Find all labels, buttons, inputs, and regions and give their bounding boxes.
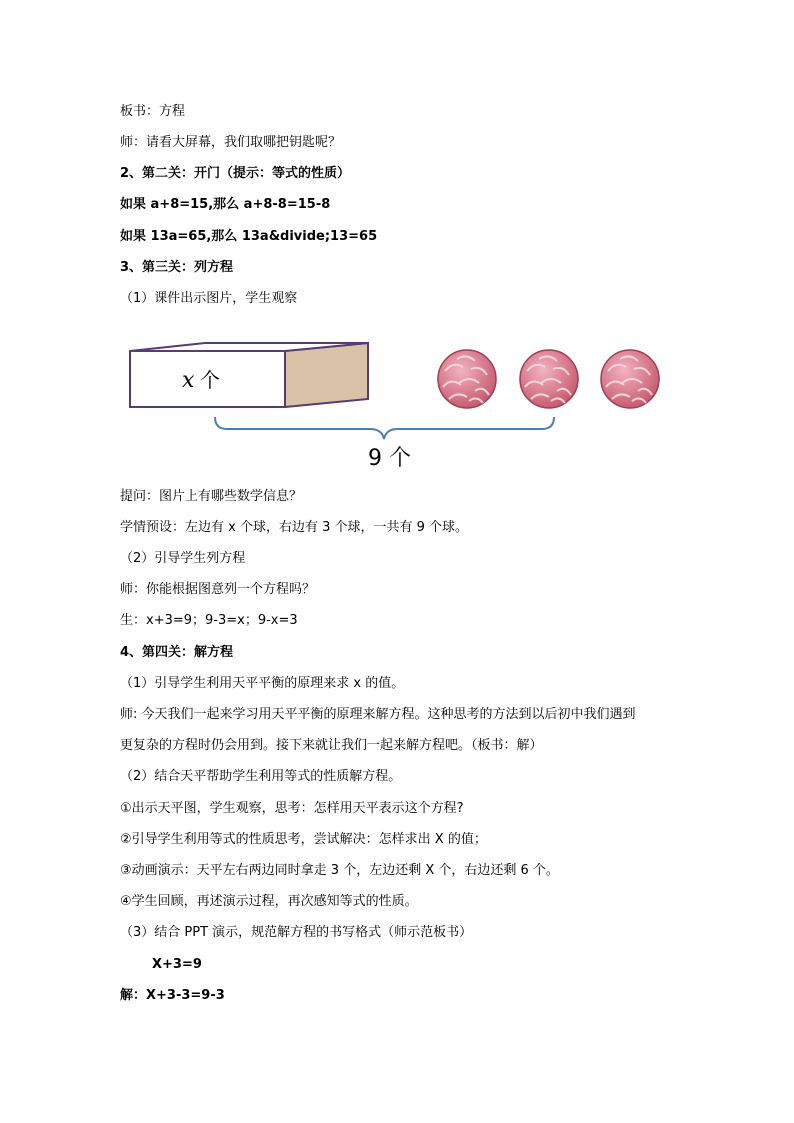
- section-heading: 2、第二关：开门（提示：等式的性质）: [120, 166, 351, 181]
- step-line: （2）结合天平帮助学生利用等式的性质解方程。: [120, 769, 402, 784]
- ball: [601, 350, 659, 408]
- step-line: （1）引导学生利用天平平衡的原理来求 x 的值。: [120, 676, 405, 691]
- box-shape: [130, 343, 368, 407]
- step-line: （2）引导学生列方程: [120, 551, 246, 566]
- substep-line: ①出示天平图，学生观察，思考：怎样用天平表示这个方程?: [120, 801, 464, 816]
- substep-line: ②引导学生利用等式的性质思考，尝试解决：怎样求出 X 的值；: [120, 832, 487, 847]
- illustration-box-and-balls: [120, 335, 680, 475]
- teacher-line: 师: 今天我们一起来学习用天平平衡的原理来解方程。这种思考的方法到以后初中我们遇到: [120, 707, 636, 722]
- substep-line: ③动画演示：天平左右两边同时拿走 3 个，左边还剩 X 个，右边还剩 6 个。: [120, 863, 559, 878]
- total-label: 9 个: [368, 446, 411, 471]
- section-heading: 4、第四关：解方程: [120, 645, 234, 660]
- teacher-line: 师：你能根据图意列一个方程吗？: [120, 582, 316, 597]
- equation-line: 如果 a+8=15,那么 a+8-8=15-8: [120, 197, 331, 212]
- teacher-line-cont: 更复杂的方程时仍会用到。接下来就让我们一起来解方程吧。（板书：解）: [120, 738, 543, 753]
- question-line: 提问：图片上有哪些数学信息？: [120, 489, 303, 504]
- solution-line: 解：X+3-3=9-3: [120, 988, 225, 1003]
- box-unit: 个: [200, 368, 220, 392]
- ball: [520, 350, 578, 408]
- board-note: 板书：方程: [120, 104, 186, 119]
- student-line: 生：x+3=9；9-3=x；9-x=3: [120, 613, 298, 628]
- step-line: （3）结合 PPT 演示，规范解方程的书写格式（师示范板书）: [120, 925, 473, 940]
- prediction-line: 学情预设：左边有 x 个球，右边有 3 个球，一共有 9 个球。: [120, 520, 469, 535]
- equation-line: X+3=9: [152, 957, 202, 972]
- equation-line: 如果 13a=65,那么 13a&divide;13=65: [120, 229, 378, 244]
- step-line: （1）课件出示图片，学生观察: [120, 291, 298, 306]
- teacher-line: 师：请看大屏幕，我们取哪把钥匙呢？: [120, 135, 342, 150]
- ball: [438, 350, 496, 408]
- curly-brace: [215, 417, 554, 439]
- section-heading: 3、第三关：列方程: [120, 260, 234, 275]
- box-variable: x: [182, 368, 195, 393]
- substep-line: ④学生回顾，再述演示过程，再次感知等式的性质。: [120, 894, 418, 909]
